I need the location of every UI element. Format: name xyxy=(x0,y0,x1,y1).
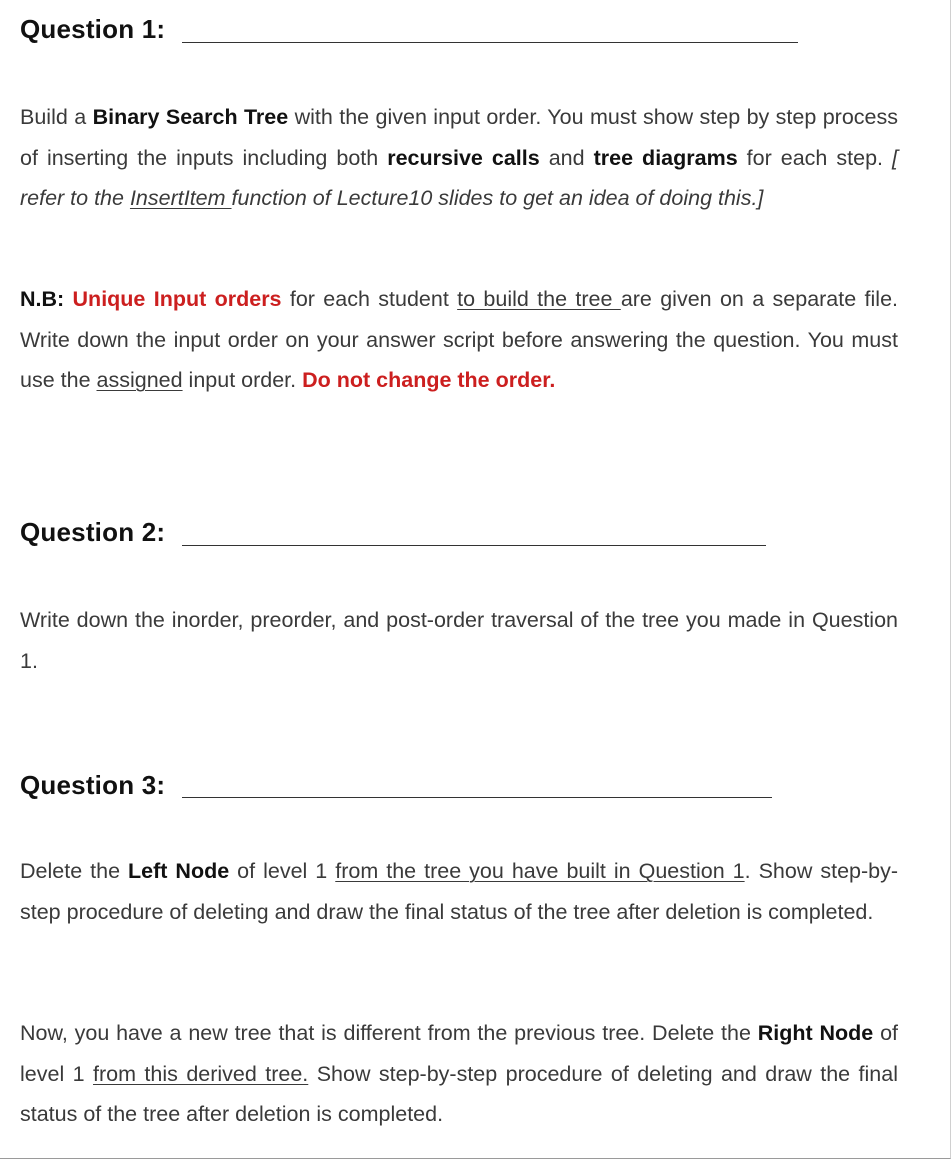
question-3-followup: Now, you have a new tree that is different from the previous tree. Delete the Right Node of level 1 from this derived tree. Show step-by-step procedure of deleting and draw the final status of the tree after deletion is completed. xyxy=(20,1021,899,1126)
question-1-rule xyxy=(182,42,798,43)
question-3-heading: Question 3: xyxy=(20,770,166,800)
question-1-note: N.B: Unique Input orders for each student to build the tree are given on a separate file. Write down the input order on your answer script before answering the question. You must use the assigned input order. Do not change the order. xyxy=(20,287,898,392)
question-3-instructions: Delete the Left Node of level 1 from the tree you have built in Question 1. Show step-by-step procedure of deleting and draw the final status of the tree after deletion is completed. xyxy=(20,859,899,924)
question-2-heading: Question 2: xyxy=(20,517,166,547)
question-1-heading: Question 1: xyxy=(20,14,166,44)
question-3-rule xyxy=(182,797,772,798)
question-1-instructions: Build a Binary Search Tree with the given input order. You must show step by step process of inserting the inputs including both recursive calls and tree diagrams for each step. [ refer to the InsertItem function of Lecture10 slides to get an idea of doing this.] xyxy=(20,105,899,210)
question-2-instructions: Write down the inorder, preorder, and post-order traversal of the tree you made in Question 1. xyxy=(20,608,898,673)
question-2-rule xyxy=(182,545,766,546)
